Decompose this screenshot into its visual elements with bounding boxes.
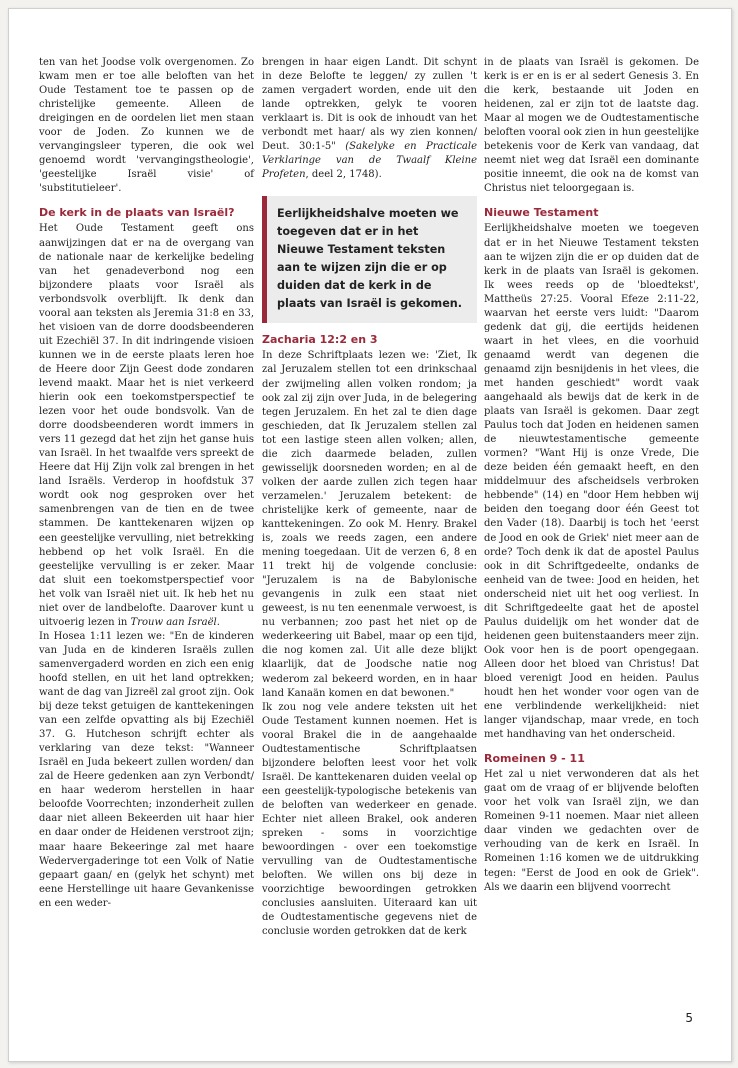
column-2-body: In deze Schriftplaats lezen we: 'Ziet, Ik zal Jeruzalem stellen tot een drinkschaal der zwijmeling allen volken rondom; ja ook zal zij zijn over Juda, in de belegering tegen Jeruzalem. En het zal te dien dage geschieden, dat Ik Jeruzalem stellen zal tot een lastige steen allen volken; allen, die zich daarmede beladen, zullen gewisselijk doorsneden worden; en al de volken der aarde zullen zich tegen haar verzamelen.' Jeruzalem betekent: de christelijke kerk of gemeente, naar de kanttekeningen. Zo ook M. Henry. Brakel is, zoals we reeds zagen, een andere mening toegedaan. Uit de verzen 6, 8 en 11 trekt hij de volgende conclusie: "Jeruzalem is na de Babylonische gevangenis in zulk een staat niet geweest, is nu ten eenenmale verwoest, is nu verbannen; zoo past het niet op de wederkeering uit Babel, maar op een tijd, die nog komen zal. Uit alle deze blijkt klaarlijk, dat de Joodsche natie nog wederom zal bekeerd worden, en in haar land Kanaän komen en dat bewonen." xyxy=(262,350,477,699)
heading-romeinen: Romeinen 9 - 11 xyxy=(484,752,585,766)
column-2-intro xyxy=(262,56,477,182)
magazine-page xyxy=(8,8,732,1062)
column-2-intro-text: brengen in haar eigen Landt. Dit schynt in deze Belofte te leggen/ zy zullen 't zamen vergadert worden, ende uit den lande optrekken, gelyk te vooren verklaart is. Dit is ook de inhoudt van het verbondt met haar/ als wy zien konnen/ Deut. 30:1-5" xyxy=(262,57,477,153)
heading-zacharia: Zacharia 12:2 en 3 xyxy=(262,333,378,347)
page-number: 5 xyxy=(685,1011,693,1025)
column-3-body-1: Eerlijkheidshalve moeten we toegeven dat er in het Nieuwe Testament teksten aan te wijzen zijn die er op duiden dat de kerk in de plaats van Israël is gekomen. Ik wees reeds op de 'bloedtekst', Mattheüs 27:25. Vooral Efeze 2:11-22, waarvan het eerste vers luidt: "Daarom gedenk dat gij, die eertijds heidenen waart in het vlees, en die voorhuid genaamd werdt van degenen die genaamd zijn besnijdenis in het vlees, die met handen geschiedt" wordt vaak aangehaald als bewijs dat de kerk in de plaats van Israël is gekomen. Daar zegt Paulus toch dat Joden en heidenen samen de nieuwtestamentische gemeente vormen? "Want Hij is onze Vrede, Die deze beiden één gemaakt heeft, en den middelmuur des afscheidsels verbroken hebbende" (14) en "door Hem hebben wij beiden den toegang door één Geest tot den Vader (18). Daarbij is toch het 'eerst de Jood en ook de Griek' niet meer aan de orde? Toch denk ik dat de apostel Paulus ook in dit Schriftgedeelte, ondanks de eenheid van de twee: Jood en heiden, het onderscheid niet uit het oog verliest. In dit Schriftgedeelte gaat het de apostel Paulus duidelijk om het wonder dat de heidenen geen buitenstaanders meer zijn. Ook voor hen is de poort opengegaan. Alleen door het bloed van Christus! Dat bloed verenigt Jood en heiden. Paulus houdt hen het wonder voor ogen van de ene verblindende werkelijkheid: niet langer vijandschap, maar vrede, en toch met handhaving van het onderscheid. xyxy=(484,223,699,741)
heading-kerk-plaats-israel: De kerk in de plaats van Israël? xyxy=(39,206,235,220)
column-3-body-2: Het zal u niet verwonderen dat als het gaat om de vraag of er blijvende beloften voor het volk van Israël zijn, we dan Romeinen 9-11 noemen. Maar niet alleen daar vinden we gedachten over de verhouding van de kerk en Israël. In Romeinen 1:16 komen we de uitdrukking tegen: "Eerst de Jood en ook de Griek". Als we daarin een blijvend voorrecht xyxy=(484,769,699,893)
column-1-hosea: In Hosea 1:11 lezen we: "En de kinderen van Juda en de kinderen Israëls zullen samenvergaderd worden en zich een enig hoofd stellen, en uit het land optrekken; want de dag van Jizreël zal groot zijn. Ook bij deze tekst getuigen de kanttekeningen van een zelfde opvatting als bij Ezechiël 37. G. Hutcheson schrijft echter als verklaring van deze tekst: "Wanneer Israël en Juda bekeert zullen worden/ dan zal de Heere gedenken aan zyn Verbondt/ en haar wederom herstellen in haar beloofde Voorrechten; inzonderheit zullen daar niet alleen Bekeerden uit haar hier en daar onder de Heidenen verstroot zijn; maar haare Bekeeringe zal met haare Wedervergaderinge tot een Volk of Natie gepaart gaan/ en (gelyk het schynt) met eene Herstellinge uit haare Gevankenisse en een weder- xyxy=(39,630,254,909)
column-1 xyxy=(39,56,254,911)
column-1-body xyxy=(39,222,254,629)
column-1-body-end: . xyxy=(216,616,220,628)
column-3 xyxy=(484,56,699,895)
column-1-intro: ten van het Joodse volk overgenomen. Zo kwam men er toe alle beloften van het Oude Testament toe te passen op de christelijke gemeente. Alleen de dreigingen en de oordelen liet men staan voor de Joden. Zo kunnen we de vervangingsleer typeren, die ook wel genoemd wordt 'vervangingstheologie', 'geestelijke Israël visie' of 'substitutieleer'. xyxy=(39,57,254,195)
column-3-intro: in de plaats van Israël is gekomen. De kerk is er en is er al sedert Genesis 3. En die kerk, bestaande uit Joden en heidenen, zal er zijn tot de laatste dag. Maar al mogen we de Oudtestamentische beloften vooral ook zien in hun geestelijke betekenis voor de Kerk van vandaag, dat neemt niet weg dat Israël een dominante positie inneemt, die ook na de komst van Christus niet teloorgegaan is. xyxy=(484,57,699,195)
column-2-body-2: Ik zou nog vele andere teksten uit het Oude Testament kunnen noemen. Het is vooral Brakel die in de aangehaalde Oudtestamentische Schriftplaatsen bijzondere beloften leest voor het volk Israël. De kanttekenaren duiden veelal op een geestelijk-typologische betekenis van de beloften van wederkeer en genade. Echter niet alleen Brakel, ook anderen spreken - soms in voorzichtige bewoordingen - over een toekomstige vervulling van de Oudtestamentische beloften. We willen ons bij deze in voorzichtige bewoordingen getrokken conclusies aansluiten. Uiteraard kan uit de Oudtestamentische gegevens niet de conclusie worden getrokken dat de kerk xyxy=(262,701,477,938)
column-1-body-text: Het Oude Testament geeft ons aanwijzingen dat er na de overgang van de nationale naar de kerkelijke bedeling van het genadeverbond nog een bijzondere plaats voor Israël als verbondsvolk overblijft. Ik denk dan vooral aan teksten als Jeremia 31:8 en 33, het visioen van de dorre doodsbeenderen uit Ezechiël 37. In dit indringende visioen kunnen we in de eerste plaats leren hoe de Heere door Zijn Geest dode zondaren levend maakt. Maar het is niet verkeerd hierin ook een toekomstperspectief te lezen voor het oude bondsvolk. Van de dorre doodsbeenderen wordt immers in vers 11 gezegd dat het zijn het ganse huis van Israël. In het twaalfde vers spreekt de Heere dat Hij Zijn volk zal brengen in het land Israëls. Verderop in hoofdstuk 37 wordt ook nog gesproken over het samenbrengen van de tien en de twee stammen. De kanttekenaren wijzen op een geestelijke vervulling, niet betrekking hebbend op het volk Israël. En die geestelijke vervulling is er zeker. Maar dat sluit een toekomstperspectief voor het volk van Israël niet uit. Ik heb het nu niet over de landbelofte. Daarover kunt u uitvoerig lezen in xyxy=(39,223,254,628)
column-2 xyxy=(262,56,477,939)
column-2-intro-end: , deel 2, 1748). xyxy=(305,169,382,181)
pull-quote: Eerlijkheidshalve moeten we toegeven dat er in het Nieuwe Testament teksten aan te wijzen zijn die er op duiden dat de kerk in de plaats van Israël is gekomen. xyxy=(262,196,477,323)
heading-nieuwe-testament: Nieuwe Testament xyxy=(484,206,599,220)
book-reference: Trouw aan Israël xyxy=(130,616,217,628)
hutcheson-reference: (Sakelyke en Practicale Verklaringe van de Twaalf Kleine Profeten xyxy=(262,141,477,181)
